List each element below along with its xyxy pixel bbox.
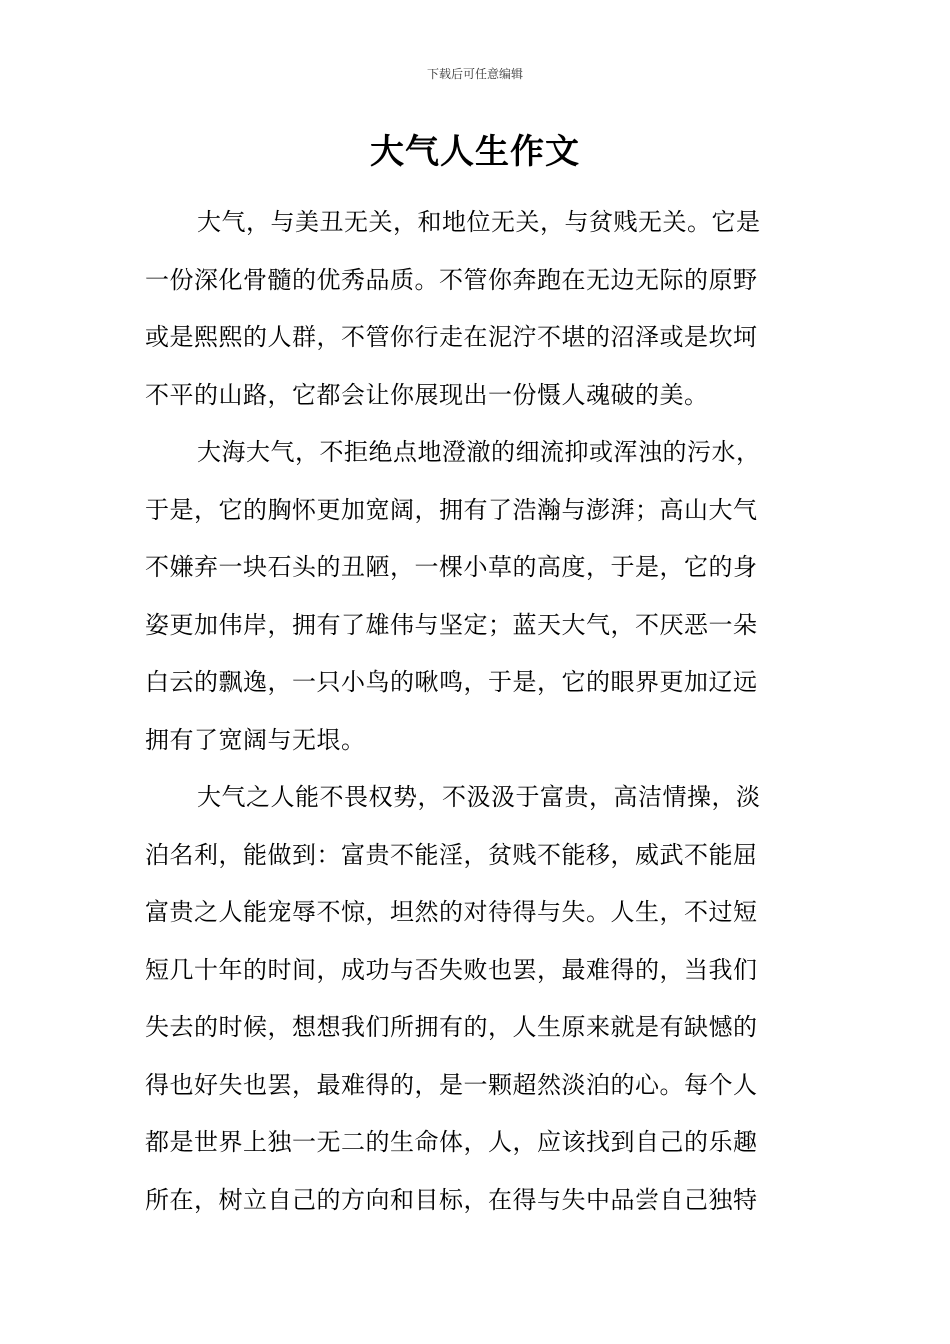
text-line: 泊名利，能做到：富贵不能淫，贫贱不能移，威武不能屈 xyxy=(145,840,758,869)
paragraph-3 xyxy=(145,769,810,1229)
text-line: 富贵之人能宠辱不惊，坦然的对待得与失。人生，不过短 xyxy=(145,898,758,926)
text-line: 得也好失也罢，最难得的，是一颗超然淡泊的心。每个人 xyxy=(145,1070,758,1099)
text-line: 大气之人能不畏权势，不汲汲于富贵，高洁情操，淡 xyxy=(197,783,761,811)
text-line: 失去的时候，想想我们所拥有的，人生原来就是有缺憾的 xyxy=(145,1013,758,1041)
text-line: 大气，与美丑无关，和地位无关，与贫贱无关。它是 xyxy=(197,208,761,236)
page-title: 大气人生作文 xyxy=(370,132,580,172)
text-line: 不嫌弃一块石头的丑陋，一棵小草的高度，于是，它的身 xyxy=(145,553,758,581)
text-line: 不平的山路，它都会让你展现出一份慑人魂破的美。 xyxy=(145,380,709,409)
header-note: 下载后可任意编辑 xyxy=(426,67,523,81)
text-line: 姿更加伟岸，拥有了雄伟与坚定；蓝天大气，不厌恶一朵 xyxy=(145,610,758,639)
article-body xyxy=(145,194,810,1229)
paragraph-2 xyxy=(145,424,810,769)
text-line: 或是熙熙的人群，不管你行走在泥泞不堪的沼泽或是坎坷 xyxy=(145,323,758,351)
text-line: 所在，树立自己的方向和目标，在得与失中品尝自己独特 xyxy=(145,1185,758,1214)
text-line: 短几十年的时间，成功与否失败也罢，最难得的，当我们 xyxy=(145,955,758,984)
text-line: 大海大气，不拒绝点地澄澈的细流抑或浑浊的污水， xyxy=(197,438,761,466)
text-line: 白云的飘逸，一只小鸟的啾鸣，于是，它的眼界更加辽远 xyxy=(145,668,758,696)
text-line: 于是，它的胸怀更加宽阔，拥有了浩瀚与澎湃；高山大气 xyxy=(145,495,758,524)
paragraph-1 xyxy=(145,194,810,424)
text-line: 拥有了宽阔与无垠。 xyxy=(145,725,366,754)
text-line: 一份深化骨髓的优秀品质。不管你奔跑在无边无际的原野 xyxy=(145,265,758,294)
text-line: 都是世界上独一无二的生命体，人，应该找到自己的乐趣 xyxy=(145,1128,758,1156)
